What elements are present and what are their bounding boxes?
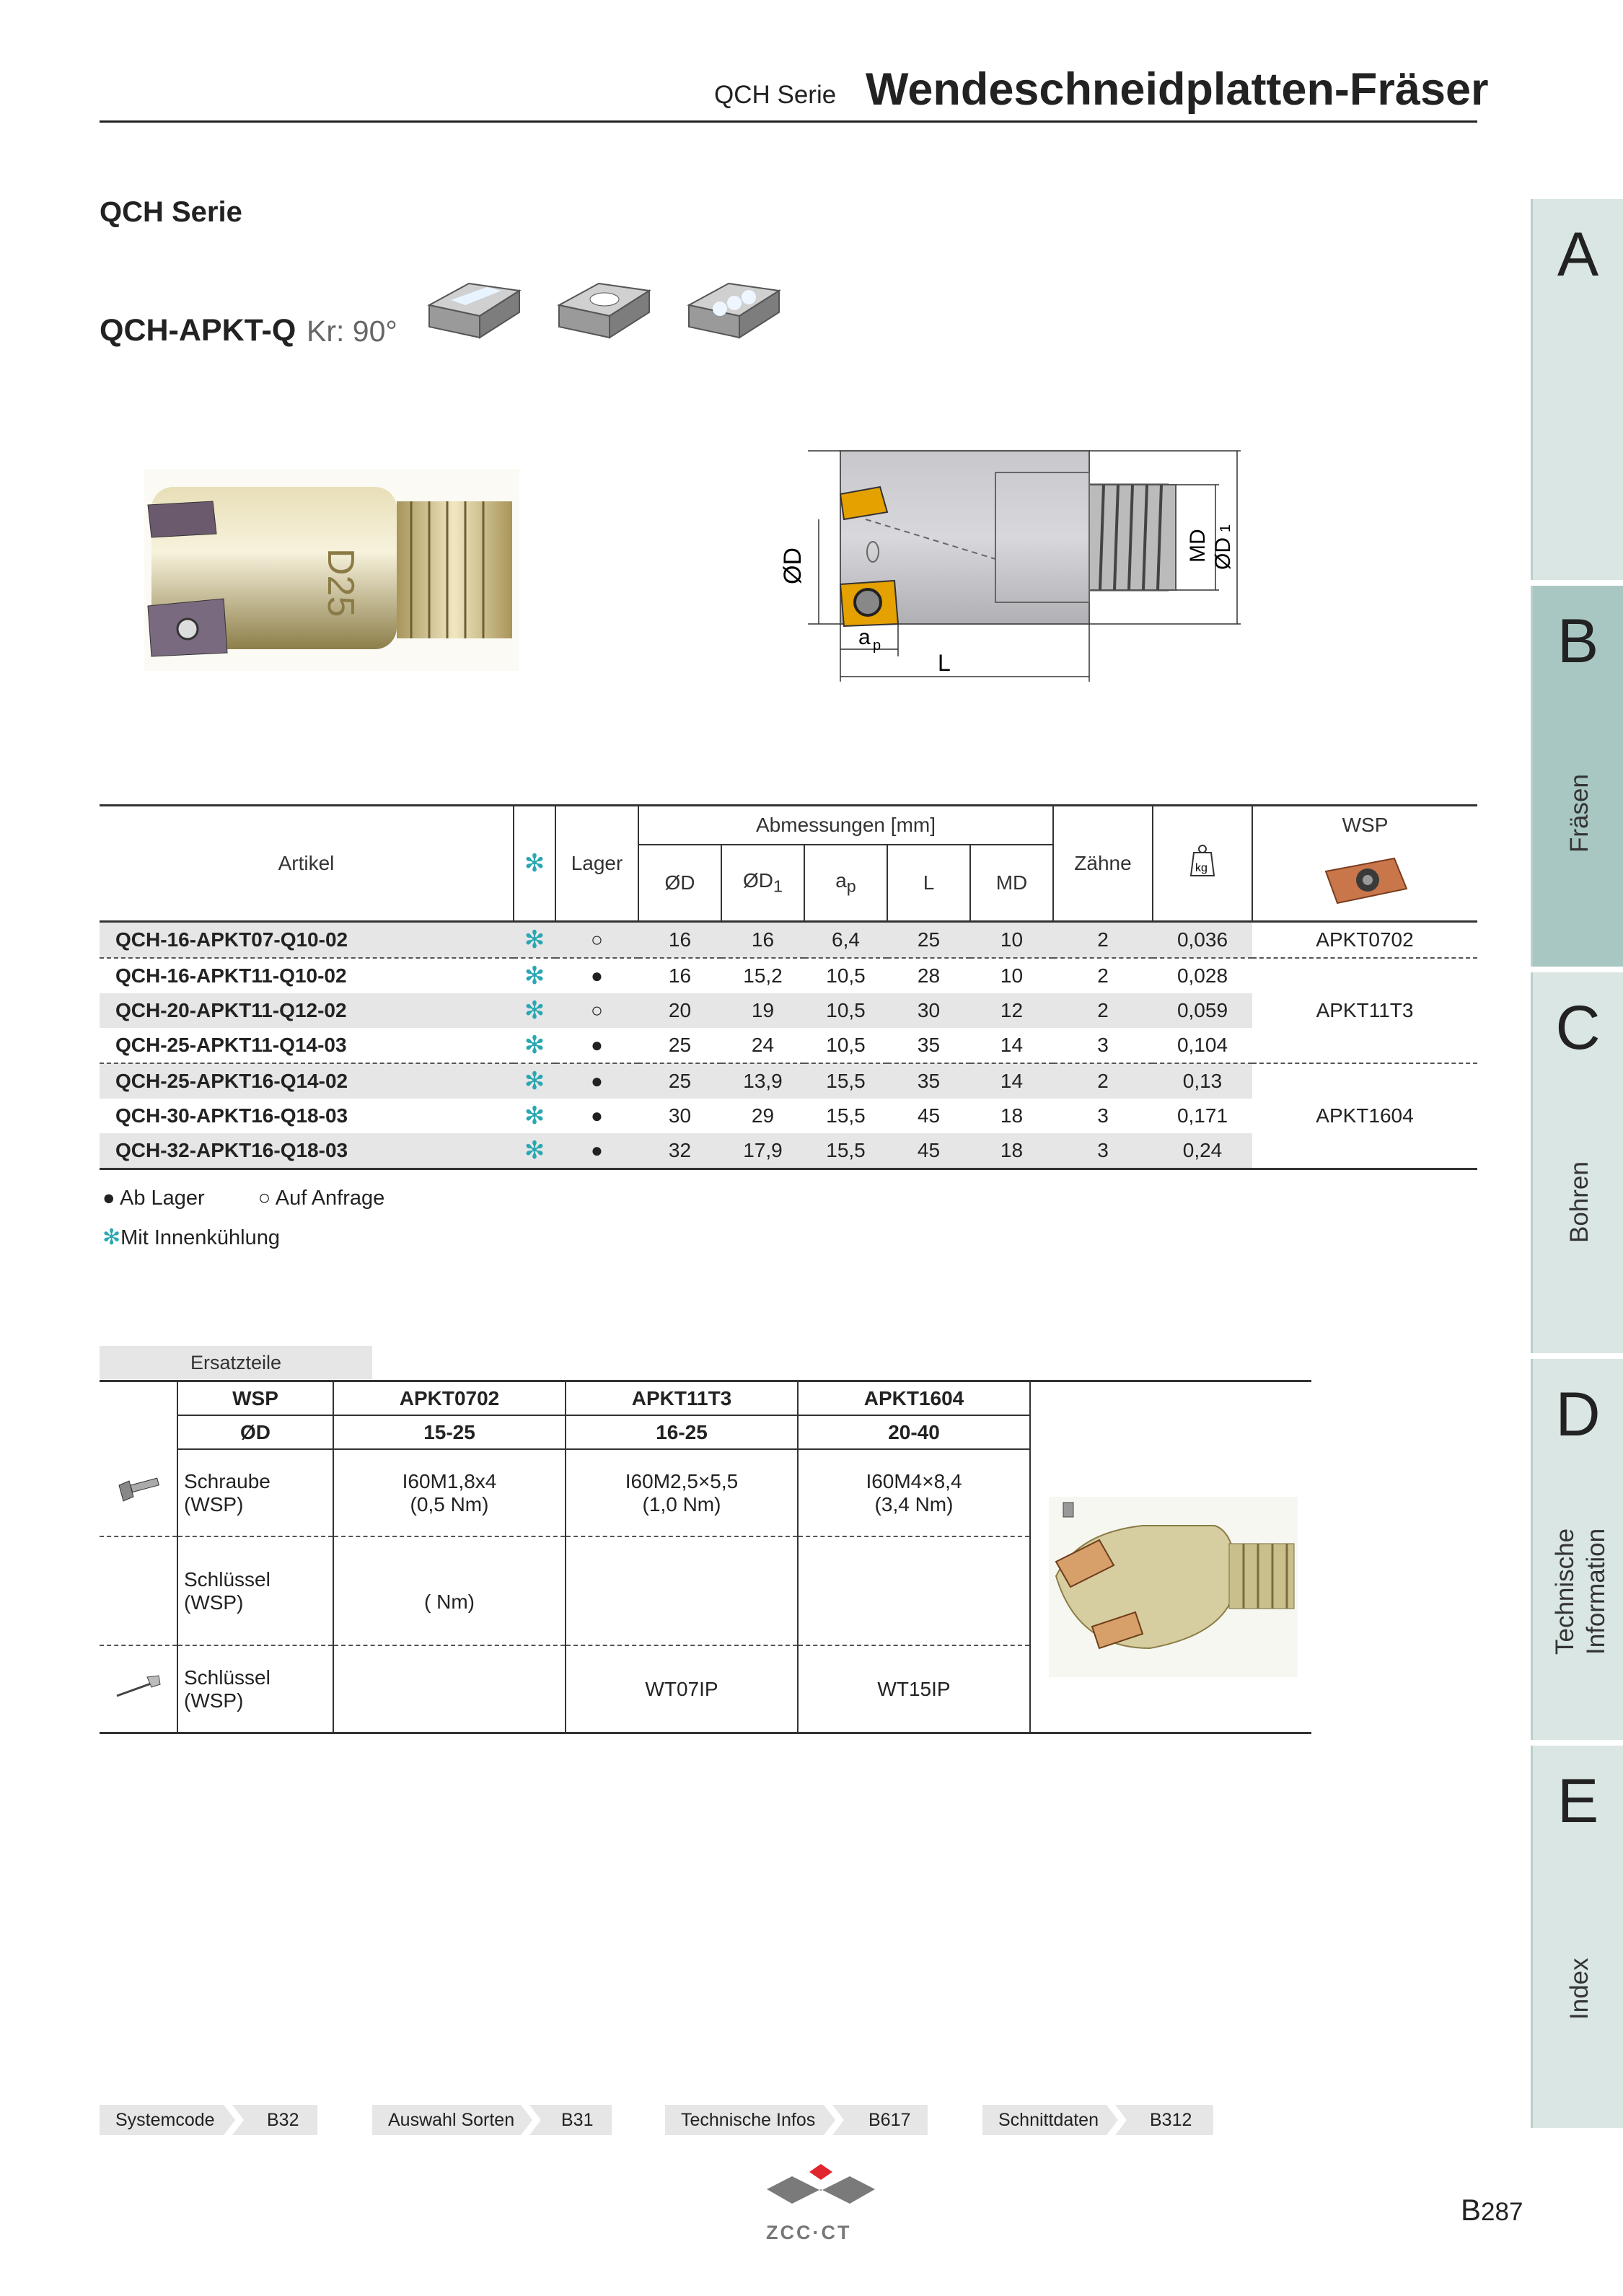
col-d1-sub: 1 bbox=[773, 876, 783, 896]
row-kg: 0,104 bbox=[1176, 1033, 1228, 1056]
row-d1: 24 bbox=[751, 1033, 775, 1056]
tab-c-label: Bohren bbox=[1565, 1161, 1593, 1243]
spare-col-d: 16-25 bbox=[566, 1415, 798, 1449]
chevron-right-icon bbox=[824, 2105, 844, 2135]
row-artikel: QCH-32-APKT16-Q18-03 bbox=[100, 1133, 514, 1169]
spare-col-wsp: APKT11T3 bbox=[566, 1381, 798, 1416]
dim-md: MD bbox=[1186, 529, 1210, 563]
zcc-logo-icon bbox=[763, 2160, 879, 2218]
legend-cooling: Mit Innenkühlung bbox=[120, 1226, 281, 1249]
spare-cell bbox=[798, 1449, 1030, 1536]
product-title: QCH-APKT-Q bbox=[100, 313, 296, 348]
table-row bbox=[100, 921, 1477, 958]
row-lager: ○ bbox=[555, 993, 638, 1028]
spare-row-label: Schlüssel (WSP) bbox=[177, 1645, 333, 1733]
row-d: 16 bbox=[638, 921, 721, 958]
row-d: 20 bbox=[638, 993, 721, 1028]
spare-cell bbox=[798, 1536, 1030, 1645]
tab-d-letter: D bbox=[1555, 1380, 1601, 1449]
row-artikel: QCH-16-APKT11-Q10-02 bbox=[100, 958, 514, 993]
footer-link-ref: B312 bbox=[1150, 2110, 1192, 2130]
footer-link-schnittdaten[interactable] bbox=[982, 2105, 1213, 2135]
tab-d-label2: Information bbox=[1582, 1528, 1610, 1655]
chevron-right-icon bbox=[521, 2105, 541, 2135]
row-l: 45 bbox=[887, 1133, 970, 1169]
insert-icon-3 bbox=[689, 283, 779, 338]
col-d1-text: ØD bbox=[743, 868, 773, 892]
row-cooling: ✻ bbox=[514, 1063, 555, 1099]
col-ap-text: a bbox=[835, 868, 847, 892]
row-md: 14 bbox=[1000, 1033, 1024, 1056]
insert-type-icons bbox=[426, 265, 830, 345]
row-artikel: QCH-25-APKT16-Q14-02 bbox=[100, 1063, 514, 1099]
spare-col-d: 15-25 bbox=[333, 1415, 566, 1449]
row-lager: ● bbox=[591, 1104, 603, 1127]
col-md: MD bbox=[970, 845, 1053, 922]
dim-d1-sub: 1 bbox=[1218, 524, 1233, 532]
insert-photo bbox=[1319, 851, 1412, 909]
row-l: 35 bbox=[917, 1033, 941, 1056]
footer-link-label: Technische Infos bbox=[681, 2110, 816, 2130]
spare-cell-line1: I60M4×8,4 bbox=[866, 1469, 962, 1492]
header-rule bbox=[100, 120, 1477, 123]
row-d1: 13,9 bbox=[721, 1063, 804, 1099]
footer-link-label: Systemcode bbox=[115, 2110, 215, 2130]
footer-link-label: Schnittdaten bbox=[998, 2110, 1099, 2130]
footer-link-technische-infos[interactable] bbox=[665, 2105, 928, 2135]
row-z: 3 bbox=[1097, 1104, 1109, 1127]
col-wsp-image bbox=[1252, 845, 1477, 922]
spare-cell-line1: I60M2,5×5,5 bbox=[625, 1469, 739, 1492]
page-number-value: 287 bbox=[1481, 2198, 1523, 2226]
row-z: 3 bbox=[1053, 1133, 1153, 1169]
spare-row-label: Schraube (WSP) bbox=[177, 1449, 333, 1536]
tab-a-letter: A bbox=[1557, 220, 1599, 289]
row-md: 18 bbox=[1000, 1104, 1024, 1127]
row-d: 25 bbox=[638, 1063, 721, 1099]
header-series: QCH Serie bbox=[714, 81, 837, 109]
row-ap: 10,5 bbox=[804, 993, 887, 1028]
row-md: 10 bbox=[970, 921, 1053, 958]
spare-col-d: 20-40 bbox=[798, 1415, 1030, 1449]
row-cooling: ✻ bbox=[524, 1031, 545, 1059]
row-ap: 10,5 bbox=[804, 958, 887, 993]
row-cooling: ✻ bbox=[514, 1133, 555, 1169]
spare-parts-title: Ersatzteile bbox=[100, 1346, 372, 1379]
dim-ap: a bbox=[858, 625, 871, 649]
footer-link-label: Auswahl Sorten bbox=[388, 2110, 515, 2130]
row-wsp: APKT11T3 bbox=[1252, 958, 1477, 1063]
footer-link-ref: B31 bbox=[561, 2110, 594, 2130]
tab-b-letter: B bbox=[1557, 607, 1599, 676]
legend-request: ○ Auf Anfrage bbox=[258, 1187, 385, 1210]
row-ap: 15,5 bbox=[826, 1104, 866, 1127]
tab-e-letter: E bbox=[1557, 1767, 1599, 1836]
row-lager: ● bbox=[555, 1133, 638, 1169]
cutter-assembly-photo bbox=[1034, 1417, 1308, 1692]
row-ap: 6,4 bbox=[804, 921, 887, 958]
row-kg: 0,028 bbox=[1153, 958, 1252, 993]
col-l: L bbox=[887, 845, 970, 922]
weight-icon bbox=[1188, 843, 1217, 879]
section-title: QCH Serie bbox=[100, 196, 242, 228]
table-row bbox=[100, 958, 1477, 993]
row-lager: ● bbox=[555, 1063, 638, 1099]
technical-drawing bbox=[779, 440, 1270, 685]
row-z: 3 bbox=[1097, 1033, 1109, 1056]
spare-cell bbox=[333, 1449, 566, 1536]
tab-e-label: Index bbox=[1565, 1958, 1593, 2020]
row-md: 12 bbox=[970, 993, 1053, 1028]
table-row bbox=[100, 1063, 1477, 1099]
spare-cell bbox=[566, 1449, 798, 1536]
col-ap-sub: p bbox=[846, 876, 856, 896]
col-zaehne: Zähne bbox=[1053, 806, 1153, 922]
row-ap: 15,5 bbox=[804, 1133, 887, 1169]
row-l: 35 bbox=[887, 1063, 970, 1099]
row-d1: 16 bbox=[721, 921, 804, 958]
article-table bbox=[100, 804, 1477, 1170]
row-artikel: QCH-25-APKT11-Q14-03 bbox=[115, 1033, 347, 1056]
legend-cooling-row bbox=[102, 1225, 280, 1250]
dim-ap-sub: p bbox=[873, 638, 881, 654]
footer-link-auswahl-sorten[interactable] bbox=[372, 2105, 612, 2135]
tab-c[interactable] bbox=[1531, 972, 1623, 1353]
insert-icon-2 bbox=[559, 283, 649, 338]
row-cooling: ✻ bbox=[514, 921, 555, 958]
row-kg: 0,171 bbox=[1176, 1104, 1228, 1127]
spare-photo-cell bbox=[1030, 1381, 1311, 1733]
row-kg: 0,13 bbox=[1153, 1063, 1252, 1099]
row-md: 14 bbox=[970, 1063, 1053, 1099]
row-l: 28 bbox=[887, 958, 970, 993]
col-d: ØD bbox=[638, 845, 721, 922]
row-d: 30 bbox=[668, 1104, 692, 1127]
row-md: 10 bbox=[970, 958, 1053, 993]
row-md: 18 bbox=[970, 1133, 1053, 1169]
row-cooling: ✻ bbox=[524, 1101, 545, 1130]
spare-cell-line2: (1,0 Nm) bbox=[642, 1492, 721, 1516]
tab-b-label: Fräsen bbox=[1565, 774, 1593, 853]
row-kg: 0,059 bbox=[1153, 993, 1252, 1028]
row-cooling: ✻ bbox=[514, 993, 555, 1028]
footer-link-systemcode[interactable] bbox=[100, 2105, 317, 2135]
spare-cell: WT15IP bbox=[798, 1645, 1030, 1733]
spare-cell: ( Nm) bbox=[333, 1536, 566, 1645]
kg-label: kg bbox=[1195, 862, 1208, 875]
row-wsp: APKT0702 bbox=[1252, 921, 1477, 958]
row-z: 2 bbox=[1053, 1063, 1153, 1099]
wrench-icon bbox=[100, 1645, 177, 1733]
page-number bbox=[1461, 2193, 1523, 2227]
spare-col-wsp: APKT1604 bbox=[798, 1381, 1030, 1416]
col-lager: Lager bbox=[555, 806, 638, 922]
chevron-right-icon bbox=[224, 2105, 244, 2135]
dim-l: L bbox=[938, 650, 951, 676]
row-artikel: QCH-30-APKT16-Q18-03 bbox=[115, 1104, 348, 1127]
row-z: 2 bbox=[1053, 921, 1153, 958]
row-l: 45 bbox=[917, 1104, 941, 1127]
col-wsp: WSP bbox=[1252, 806, 1477, 845]
spare-row-label: Schlüssel (WSP) bbox=[177, 1536, 333, 1645]
page-title: Wendeschneidplatten-Fräser bbox=[866, 64, 1489, 115]
row-cooling: ✻ bbox=[514, 958, 555, 993]
spare-d-label: ØD bbox=[177, 1415, 333, 1449]
row-d1: 29 bbox=[751, 1104, 775, 1127]
spare-cell-line2: (3,4 Nm) bbox=[874, 1492, 954, 1516]
spare-cell: WT07IP bbox=[566, 1645, 798, 1733]
col-kg bbox=[1153, 806, 1252, 922]
row-z: 2 bbox=[1053, 958, 1153, 993]
row-d: 32 bbox=[638, 1133, 721, 1169]
spare-corner bbox=[100, 1381, 177, 1450]
row-l: 30 bbox=[887, 993, 970, 1028]
cooling-icon: ✻ bbox=[524, 849, 545, 877]
spare-cell-line1: I60M1,8x4 bbox=[402, 1469, 497, 1492]
row-artikel: QCH-16-APKT07-Q10-02 bbox=[100, 921, 514, 958]
spare-col-wsp: APKT0702 bbox=[333, 1381, 566, 1416]
row-z: 2 bbox=[1053, 993, 1153, 1028]
footer-link-ref: B617 bbox=[868, 2110, 911, 2130]
row-ap: 15,5 bbox=[804, 1063, 887, 1099]
cutter-photo bbox=[144, 469, 519, 671]
tab-a[interactable] bbox=[1531, 199, 1623, 580]
row-artikel: QCH-20-APKT11-Q12-02 bbox=[100, 993, 514, 1028]
spare-parts-table bbox=[100, 1380, 1311, 1734]
page-prefix: B bbox=[1461, 2193, 1482, 2227]
tab-d-label: Technische bbox=[1551, 1528, 1579, 1655]
legend-cooling-icon: ✻ bbox=[102, 1226, 121, 1249]
kr-angle: Kr: 90° bbox=[307, 315, 397, 348]
row-lager: ○ bbox=[555, 921, 638, 958]
insert-icon-1 bbox=[429, 283, 519, 338]
row-d: 16 bbox=[638, 958, 721, 993]
chevron-right-icon bbox=[1107, 2105, 1127, 2135]
legend-stock-row bbox=[102, 1187, 384, 1210]
zcc-logo-text: ZCC·CT bbox=[766, 2222, 852, 2243]
row-kg: 0,24 bbox=[1153, 1133, 1252, 1169]
row-lager: ● bbox=[555, 958, 638, 993]
row-wsp: APKT1604 bbox=[1252, 1063, 1477, 1169]
tab-b[interactable] bbox=[1531, 586, 1623, 967]
legend-stock: ● Ab Lager bbox=[102, 1187, 205, 1210]
col-abmessungen: Abmessungen [mm] bbox=[638, 806, 1053, 845]
dim-d: ØD bbox=[779, 547, 806, 584]
spare-cell bbox=[566, 1536, 798, 1645]
spare-wsp-label: WSP bbox=[177, 1381, 333, 1416]
tab-e[interactable] bbox=[1531, 1746, 1623, 2128]
row-ap: 10,5 bbox=[826, 1033, 866, 1056]
tab-d[interactable] bbox=[1531, 1359, 1623, 1740]
footer-link-ref: B32 bbox=[267, 2110, 299, 2130]
tab-c-letter: C bbox=[1555, 993, 1601, 1063]
engraving-text: D25 bbox=[320, 548, 361, 617]
row-kg: 0,036 bbox=[1153, 921, 1252, 958]
spare-key-icon-empty bbox=[100, 1536, 177, 1645]
col-cooling bbox=[514, 806, 555, 922]
row-l: 25 bbox=[887, 921, 970, 958]
spare-cell-line2: (0,5 Nm) bbox=[410, 1492, 489, 1516]
dim-d1: ØD bbox=[1211, 537, 1235, 570]
row-d1: 15,2 bbox=[721, 958, 804, 993]
row-d: 25 bbox=[668, 1033, 692, 1056]
row-lager: ● bbox=[591, 1033, 603, 1056]
col-d1 bbox=[721, 845, 804, 922]
row-d1: 19 bbox=[721, 993, 804, 1028]
col-ap bbox=[804, 845, 887, 922]
col-artikel: Artikel bbox=[100, 806, 514, 922]
row-d1: 17,9 bbox=[721, 1133, 804, 1169]
spare-cell bbox=[333, 1645, 566, 1733]
screw-icon bbox=[100, 1449, 177, 1536]
